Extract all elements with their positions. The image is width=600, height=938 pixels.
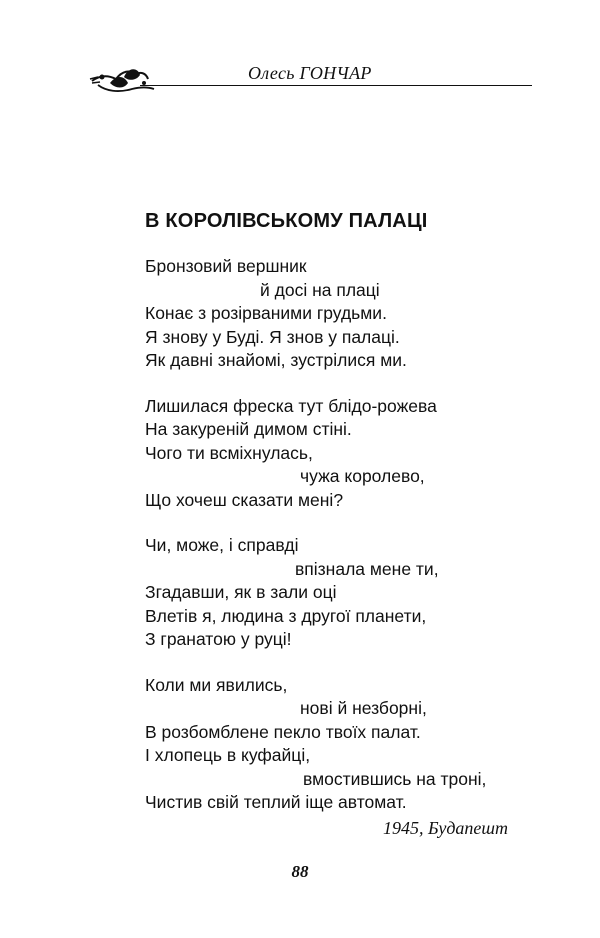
page-number: 88: [291, 862, 309, 881]
poem-line: І хлопець в куфайці,: [145, 745, 311, 765]
poem-line: Лишилася фреска тут блідо-рожева: [145, 395, 437, 416]
poem-line: В розбомблене пекло твоїх палат.: [145, 721, 421, 742]
poem-line: впізнала мене ти,: [295, 558, 439, 579]
poem-line: Бронзовий вершник: [145, 256, 307, 276]
stanza-3: [145, 534, 525, 652]
poem-line: Чи, може, і справді: [145, 535, 299, 555]
floral-ornament-icon: [88, 61, 158, 95]
poem-line: Чистив свій теплий іще автомат.: [145, 792, 407, 812]
poem-line: На закуреній димом стіні.: [145, 419, 352, 439]
poem-line: нові й незборні,: [300, 698, 427, 718]
poem-title: В КОРОЛІВСЬКОМУ ПАЛАЦІ: [145, 210, 428, 232]
poem-line: Влетів я, людина з другої планети,: [145, 605, 427, 626]
poem-line: Конає з розірваними грудьми.: [145, 303, 387, 323]
running-header: [80, 55, 532, 95]
poem-line: Як давні знайомі, зустрілися ми.: [145, 350, 407, 370]
stanza-2: [145, 395, 525, 513]
poem-line: вмостившись на троні,: [303, 768, 487, 789]
poem-line: Чого ти всміхнулась,: [145, 442, 313, 463]
poem-line: Що хочеш сказати мені?: [145, 489, 344, 510]
header-rule: [140, 85, 532, 86]
poem-line: З гранатою у руці!: [145, 629, 292, 649]
poem-body: [145, 255, 525, 837]
stanza-4: [145, 674, 525, 815]
author-name: Олесь ГОНЧАР: [248, 63, 372, 83]
poem-line: чужа королево,: [300, 466, 425, 486]
poem-line: й досі на плаці: [260, 279, 380, 300]
stanza-1: [145, 255, 525, 373]
poem-dateline: 1945, Будапешт: [382, 818, 508, 838]
poem-line: Згадавши, як в зали оці: [145, 582, 337, 602]
poem-line: Я знову у Буді. Я знов у палаці.: [145, 326, 400, 347]
poem-line: Коли ми явились,: [145, 674, 288, 695]
